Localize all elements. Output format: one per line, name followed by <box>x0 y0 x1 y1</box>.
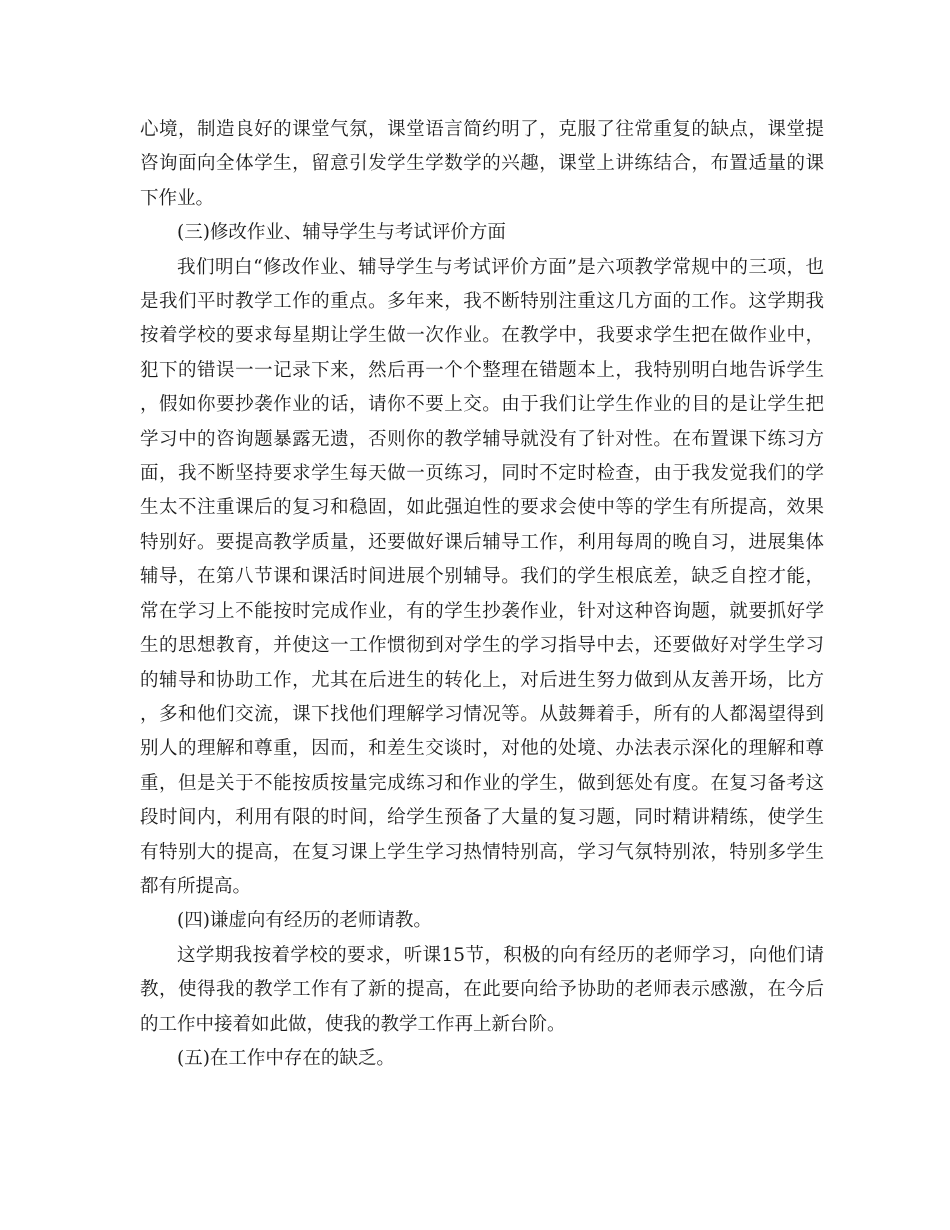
document-body <box>140 113 824 1076</box>
paragraph-learning-from-teachers: 这学期我按着学校的要求，听课15节，积极的向有经历的老师学习，向他们请教，使得我的教学工作有了新的提高，在此要向给予协助的老师表示感激，在今后的工作中接着如此做，使我的教学工作再上新台阶。 <box>140 944 824 1035</box>
heading-section-3: (三)修改作业、辅导学生与考试评价方面 <box>177 222 506 244</box>
heading-section-4: (四)谦虚向有经历的老师请教。 <box>177 910 432 932</box>
heading-section-5: (五)在工作中存在的缺乏。 <box>177 1047 395 1069</box>
paragraph-homework-and-tutoring: 我们明白“修改作业、辅导学生与考试评价方面”是六项教学常规中的三项，也是我们平时教学工作的重点。多年来，我不断特别注重这几方面的工作。这学期我按着学校的要求每星期让学生做一次作业。在教学中，我要求学生把在做作业中，犯下的错误一一记录下来，然后再一个个整理在错题本上，我特别明白地告诉学生，假如你要抄袭作业的话，请你不要上交。由于我们让学生作业的目的是让学生把学习中的咨询题暴露无遗，否则你的教学辅导就没有了针对性。在布置课下练习方面，我不断坚持要求学生每天做一页练习，同时不定时检查，由于我发觉我们的学生太不注重课后的复习和稳固，如此强迫性的要求会使中等的学生有所提高，效果特别好。要提高教学质量，还要做好课后辅导工作，利用每周的晚自习，进展集体辅导，在第八节课和课活时间进展个别辅导。我们的学生根底差，缺乏自控才能，常在学习上不能按时完成作业，有的学生抄袭作业，针对这种咨询题，就要抓好学生的思想教育，并使这一工作惯彻到对学生的学习指导中去，还要做好对学生学习的辅导和协助工作，尤其在后进生的转化上，对后进生努力做到从友善开场，比方，多和他们交流，课下找他们理解学习情况等。从鼓舞着手，所有的人都渴望得到别人的理解和尊重，因而，和差生交谈时，对他的处境、办法表示深化的理解和尊重，但是关于不能按质按量完成练习和作业的学生，做到惩处有度。在复习备考这段时间内，利用有限的时间，给学生预备了大量的复习题，同时精讲精练，使学生有特别大的提高，在复习课上学生学习热情特别高，学习气氛特别浓，特别多学生都有所提高。 <box>140 256 824 897</box>
paragraph-classroom-atmosphere: 心境，制造良好的课堂气氛，课堂语言简约明了，克服了往常重复的缺点，课堂提咨询面向全体学生，留意引发学生学数学的兴趣，课堂上讲练结合，布置适量的课下作业。 <box>140 119 824 209</box>
